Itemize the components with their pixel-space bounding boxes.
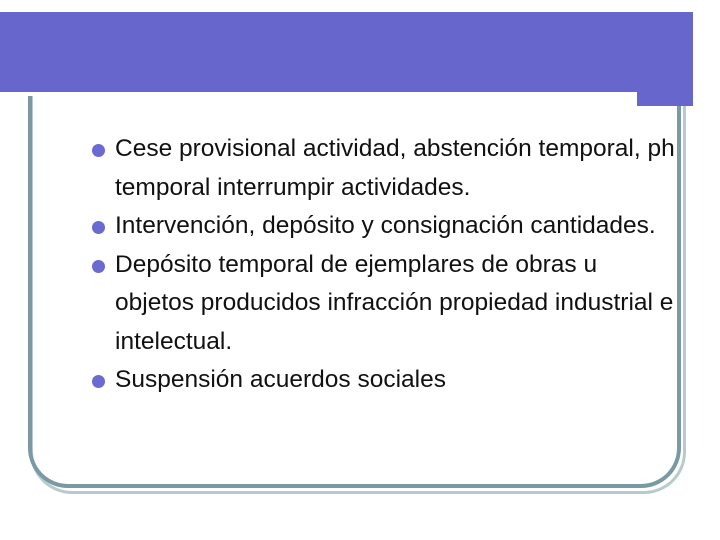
header-rule (0, 92, 637, 96)
bullet-text: Suspensión acuerdos sociales (115, 366, 446, 393)
bullet-dot-icon (92, 375, 105, 388)
bullet-dot-icon (92, 221, 105, 234)
bullet-text: Depósito temporal de ejemplares de obras u objetos producidos infracción propiedad industrial e intelectual. (115, 250, 674, 355)
bullet-list (92, 130, 677, 400)
bullet-item (92, 130, 677, 207)
bullet-text: Cese provisional actividad, abstención temporal, ph temporal interrumpir actividades. (115, 135, 675, 201)
bullet-text: Intervención, depósito y consignación cantidades. (115, 212, 656, 239)
header-band-tab (637, 92, 693, 106)
bullet-item (92, 207, 677, 246)
bullet-item (92, 361, 677, 400)
bullet-dot-icon (92, 144, 105, 157)
bullet-item (92, 246, 677, 362)
bullet-dot-icon (92, 260, 105, 273)
header-band (0, 12, 693, 92)
